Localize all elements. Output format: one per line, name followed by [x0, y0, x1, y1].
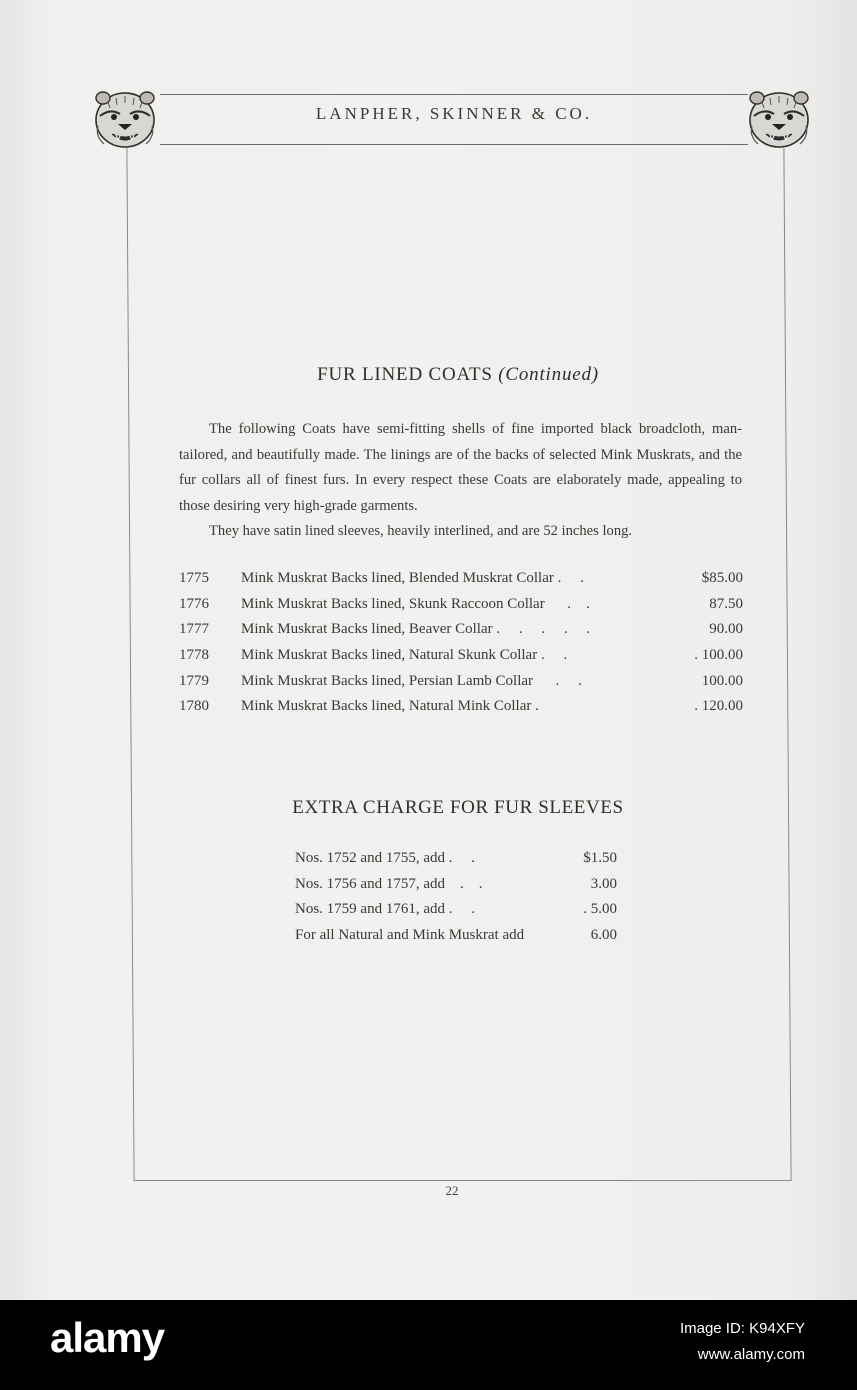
item-description: Mink Muskrat Backs lined, Beaver Collar . . . . . — [241, 621, 591, 638]
intro-text — [179, 417, 742, 545]
image-id: Image ID: K94XFY — [679, 1320, 805, 1337]
charge-label: Nos. 1759 and 1761, add . . — [295, 901, 475, 918]
list-item — [179, 698, 745, 724]
list-item — [179, 570, 745, 596]
watermark-site: www.alamy.com — [697, 1346, 805, 1363]
item-description: Mink Muskrat Backs lined, Blended Muskrat Collar . . — [241, 570, 584, 586]
item-number: 1777 — [179, 621, 209, 638]
item-price: . 100.00 — [694, 647, 743, 664]
item-price: $85.00 — [701, 570, 743, 586]
item-price: 90.00 — [709, 621, 743, 638]
charge-amount: $1.50 — [583, 850, 617, 866]
section-title-text: FUR LINED COATS — [317, 364, 493, 385]
list-item — [179, 673, 745, 699]
list-item — [179, 647, 745, 673]
bear-head-icon — [90, 86, 160, 152]
intro-paragraph: The following Coats have semi-fitting shells of fine imported black broadcloth, man-tailored, and beautifully made. The linings are of the backs of selected Mink Muskrats, and the fur collars all of finest furs. In every respect these Coats are elaborately made, appealing to those desiring very high-grade garments. — [179, 421, 742, 514]
intro-paragraph: They have satin lined sleeves, heavily interlined, and are 52 inches long. — [209, 523, 633, 539]
charge-row — [295, 901, 617, 927]
charge-label: Nos. 1752 and 1755, add . . — [295, 850, 475, 866]
item-price: 100.00 — [701, 672, 743, 689]
charge-row — [295, 850, 617, 876]
item-description: Mink Muskrat Backs lined, Persian Lamb Collar . . — [241, 672, 582, 689]
charge-amount: 3.00 — [590, 875, 617, 892]
extra-charge-list — [295, 850, 617, 953]
item-description: Mink Muskrat Backs lined, Skunk Raccoon Collar . . — [241, 595, 590, 612]
item-number: 1779 — [179, 672, 209, 689]
watermark-logo: alamy — [50, 1314, 165, 1361]
item-number: 1776 — [179, 595, 209, 612]
price-list — [179, 570, 745, 724]
watermark-bar — [0, 1300, 857, 1390]
charge-label: Nos. 1756 and 1757, add . . — [295, 875, 483, 892]
charge-row — [295, 876, 617, 902]
page-number: 22 — [445, 1183, 459, 1198]
item-description: Mink Muskrat Backs lined, Natural Mink Collar . — [241, 698, 539, 715]
item-description: Mink Muskrat Backs lined, Natural Skunk Collar . . — [241, 647, 568, 664]
charge-amount: . 5.00 — [583, 901, 617, 918]
charge-label: For all Natural and Mink Muskrat add — [295, 927, 525, 944]
section-title — [130, 364, 786, 386]
item-number: 1775 — [179, 570, 209, 586]
charge-row — [295, 927, 617, 953]
extra-charge-title: EXTRA CHARGE FOR FUR SLEEVES — [292, 797, 624, 818]
bear-head-icon — [744, 86, 814, 152]
section-title-suffix: (Continued) — [498, 364, 599, 385]
item-number: 1778 — [179, 647, 209, 664]
list-item — [179, 621, 745, 647]
header-top-rule — [160, 94, 748, 95]
item-number: 1780 — [179, 698, 209, 715]
item-price: . 120.00 — [694, 698, 743, 715]
company-name: LANPHER, SKINNER & CO. — [315, 104, 593, 123]
list-item — [179, 596, 745, 622]
item-price: 87.50 — [709, 595, 743, 612]
charge-amount: 6.00 — [590, 927, 617, 944]
header-bottom-rule — [160, 144, 748, 145]
